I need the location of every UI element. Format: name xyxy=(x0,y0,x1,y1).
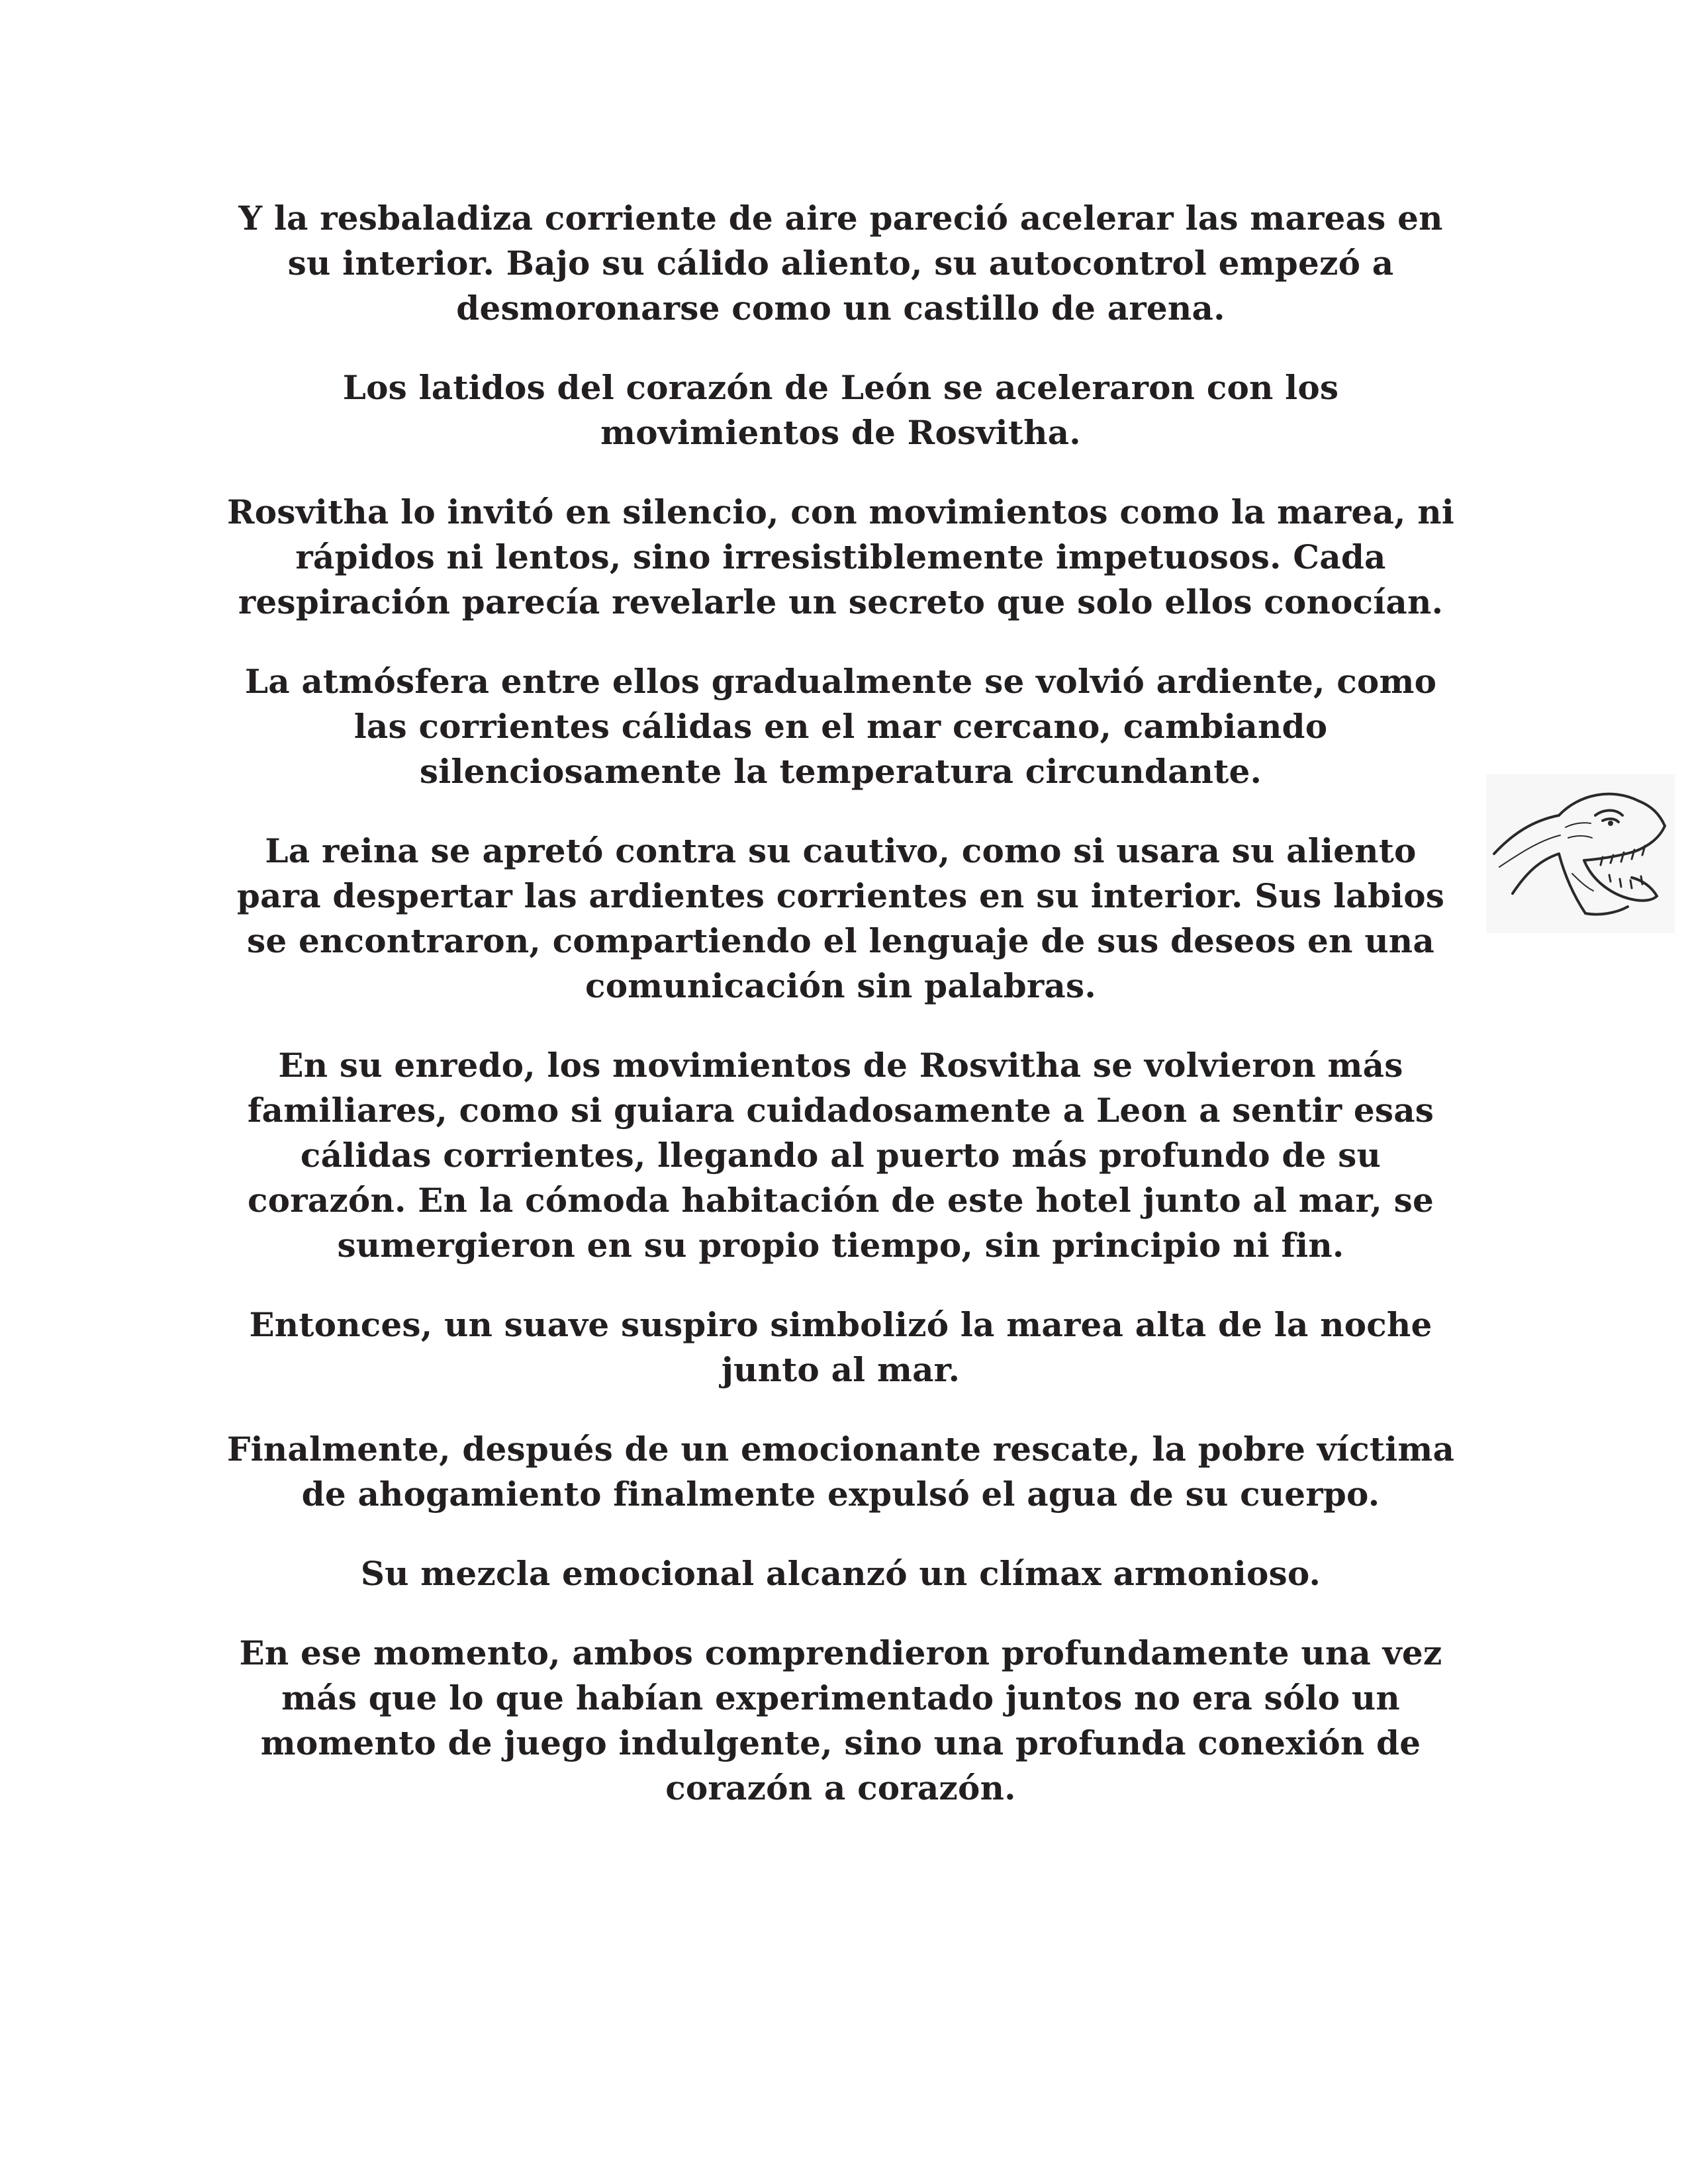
paragraph-1: Y la resbaladiza corriente de aire pareció acelerar las mareas en su interior. Bajo su cálido aliento, su autocontrol empezó a desmoronarse como un castillo de arena. xyxy=(238,199,1443,328)
paragraph-7: Entonces, un suave suspiro simbolizó la marea alta de la noche junto al mar. xyxy=(249,1305,1432,1389)
paragraph-3: Rosvitha lo invitó en silencio, con movimientos como la marea, ni rápidos ni lentos, sino irresistiblemente impetuosos. Cada respiración parecía revelarle un secreto que solo ellos conocían. xyxy=(226,492,1454,621)
paragraph-8: Finalmente, después de un emocionante rescate, la pobre víctima de ahogamiento finalmente expulsó el agua de su cuerpo. xyxy=(226,1430,1455,1514)
body-text xyxy=(218,196,1463,1845)
paragraph-4: La atmósfera entre ellos gradualmente se volvió ardiente, como las corrientes cálidas en el mar cercano, cambiando silenciosamente la temperatura circundante. xyxy=(244,662,1437,791)
paragraph-6: En su enredo, los movimientos de Rosvitha se volvieron más familiares, como si guiara cuidadosamente a Leon a sentir esas cálidas corrientes, llegando al puerto más profundo de su corazón. En la cómoda habitación de este hotel junto al mar, se sumergieron en su propio tiempo, sin principio ni fin. xyxy=(247,1046,1434,1265)
paragraph-9: Su mezcla emocional alcanzó un clímax armonioso. xyxy=(360,1554,1321,1593)
paragraph-5: La reina se apretó contra su cautivo, como si usara su aliento para despertar las ardientes corrientes en su interior. Sus labios se encontraron, compartiendo el lenguaje de sus deseos en una comunicación sin palabras. xyxy=(236,831,1445,1005)
paragraph-10: En ese momento, ambos comprendieron profundamente una vez más que lo que habían experimentado juntos no era sólo un momento de juego indulgente, sino una profunda conexión de corazón a corazón. xyxy=(239,1633,1442,1807)
paragraph-2: Los latidos del corazón de León se aceleraron con los movimientos de Rosvitha. xyxy=(342,368,1339,452)
dinosaur-head-sketch-icon xyxy=(1486,774,1675,933)
